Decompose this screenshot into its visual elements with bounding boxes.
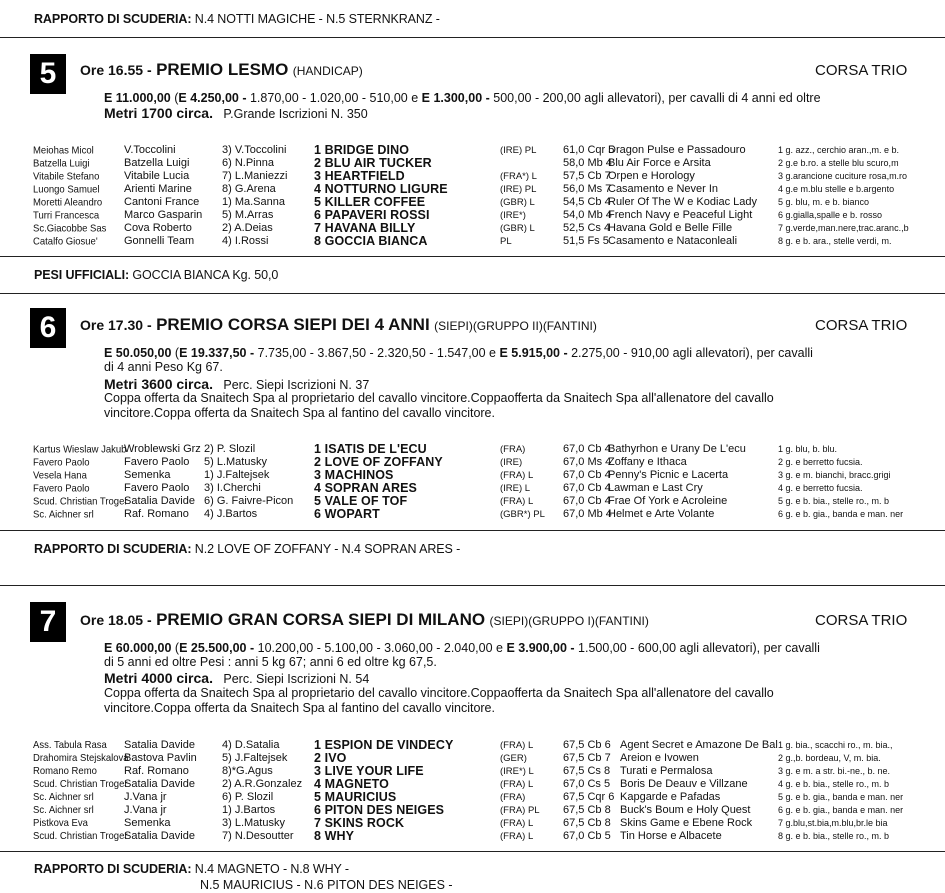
table-row: Favero Paolo Favero Paolo 5) L.Matusky 2 LOVE OF ZOFFANY (IRE) 67,0 Ms 4 Zoffany e Ithaca 2 g. e berretto fucsia. [33, 455, 863, 469]
race-title: PREMIO CORSA SIEPI DEI 4 ANNI [156, 315, 430, 334]
rapporto-text: N.4 NOTTI MAGICHE - N.5 STERNKRANZ - [194, 12, 440, 26]
race-prize: E 11.000,00 (E 4.250,00 - 1.870,00 - 1.020,00 - 510,00 e E 1.300,00 - 500,00 - 200,00 agli allevatori), per cavalli di 4 anni ed oltre [104, 91, 821, 105]
race-title: PREMIO LESMO [156, 60, 289, 79]
race-time: Ore 17.30 - [80, 317, 152, 333]
divider [0, 530, 945, 531]
table-row: Scud. Christian Troger Satalia Davide 2) A.R.Gonzalez 4 MAGNETO (FRA) L 67,0 Cs 5 Boris De Deauv e Villzane 4 g. e b. bia., stelle ro., m. b [33, 777, 890, 791]
race-7-footer: RAPPORTO DI SCUDERIA: N.4 MAGNETO - N.8 WHY - [34, 862, 349, 876]
table-row: Romano Remo Raf. Romano 8)*G.Agus 3 LIVE YOUR LIFE (IRE*) L 67,5 Cs 8 Turati e Permalosa 3 g. e m. a str. bi.-ne., b. ne. [33, 764, 891, 778]
divider [0, 256, 945, 257]
table-row: Sc.Giacobbe Sas Cova Roberto 2) A.Deias 7 HAVANA BILLY (GBR) L 52,5 Cs 4 Havana Gold e Belle Fille 7 g.verde,man.nere,trac.aranc.,b [33, 221, 909, 235]
race-time: Ore 16.55 - [80, 62, 152, 78]
race-number: 7 [30, 602, 66, 642]
table-row: Catalfo Giosue' Gonnelli Team 4) I.Rossi 8 GOCCIA BIANCA PL 51,5 Fs 5 Casamento e Nataconleali 8 g. e b. ara., stelle verdi, m. [33, 234, 892, 248]
table-row: Pistkova Eva Semenka 3) L.Matusky 7 SKINS ROCK (FRA) L 67,5 Cb 8 Skins Game e Ebene Rock 7 g.blu,st.bia,m.blu,br.le bia [33, 816, 888, 830]
race-number: 5 [30, 54, 66, 94]
table-row: Batzella Luigi Batzella Luigi 6) N.Pinna 2 BLU AIR TUCKER 58,0 Mb 4 Blu Air Force e Arsita 2 g.e b.ro. a stelle blu scuro,m [33, 156, 899, 170]
divider [0, 37, 945, 38]
race-type: CORSA TRIO [815, 612, 908, 629]
race-distance: Metri 1700 circa. P.Grande Iscrizioni N. 350 [104, 105, 368, 121]
race-7-footer-line2: N.5 MAURICIUS - N.6 PITON DES NEIGES - [200, 878, 453, 892]
table-row: Scud. Christian Troger Satalia Davide 6) G. Faivre-Picon 5 VALE OF TOF (FRA) L 67,0 Cb 4 Frae Of York e Acroleine 5 g. e b. bia., stelle ro., m. b [33, 494, 890, 508]
race-prize: E 60.000,00 (E 25.500,00 - 10.200,00 - 5.100,00 - 3.060,00 - 2.040,00 e E 3.900,00 - 1.500,00 - 600,00 agli allevatori), per cavalli di 5 anni ed oltre Pesi : anni 5 kg 67; anni 6 ed oltre kg 67,5. [104, 641, 820, 669]
table-row: Sc. Aichner srl Raf. Romano 4) J.Bartos 6 WOPART (GBR*) PL 67,0 Mb 4 Helmet e Arte Volante 6 g. e b. gia., banda e man. ner [33, 507, 904, 521]
race-prize: E 50.050,00 (E 19.337,50 - 7.735,00 - 3.867,50 - 2.320,50 - 1.547,00 e E 5.915,00 - 2.275,00 - 910,00 agli allevatori), per cavalli di 4 anni Peso Kg 67. [104, 346, 813, 374]
race-time: Ore 18.05 - [80, 612, 152, 628]
race-type: CORSA TRIO [815, 317, 908, 334]
race-header [80, 610, 649, 630]
table-row: Scud. Christian Troger Satalia Davide 7) N.Desoutter 8 WHY (FRA) L 67,0 Cb 5 Tin Horse e Albacete 8 g. e b. bia., stelle ro., m. b [33, 829, 890, 843]
race-offer: Coppa offerta da Snaitech Spa al proprietario del cavallo vincitore.Coppaofferta da Snaitech Spa all'allenatore del cavallo vincitore.Coppa offerta da Snaitech Spa al fantino del cavallo vincitore. [104, 391, 774, 420]
race-header [80, 60, 363, 80]
table-row: Sc. Aichner srl J.Vana jr 1) J.Bartos 6 PITON DES NEIGES (FRA) PL 67,5 Cb 8 Buck's Boum e Holy Quest 6 g. e b. gia., banda e man. ner [33, 803, 904, 817]
divider [0, 851, 945, 852]
race-subtitle: (SIEPI)(GRUPPO I)(FANTINI) [489, 614, 649, 628]
race-6-footer: RAPPORTO DI SCUDERIA: N.2 LOVE OF ZOFFANY - N.4 SOPRAN ARES - [34, 542, 461, 556]
race-distance: Metri 3600 circa. Perc. Siepi Iscrizioni N. 37 [104, 376, 370, 392]
race-5-footer: PESI UFFICIALI: GOCCIA BIANCA Kg. 50,0 [34, 268, 279, 282]
race-title: PREMIO GRAN CORSA SIEPI DI MILANO [156, 610, 486, 629]
table-row: Favero Paolo Favero Paolo 3) I.Cherchi 4 SOPRAN ARES (IRE) L 67,0 Cb 4 Lawman e Last Cry 4 g. e berretto fucsia. [33, 481, 863, 495]
race-number: 6 [30, 308, 66, 348]
race-subtitle: (HANDICAP) [292, 64, 363, 78]
table-row: Kartus Wieslaw Jakub Wroblewski Grz 2) P. Slozil 1 ISATIS DE L'ECU (FRA) 67,0 Cb 4 Bathyrhon e Urany De L'ecu 1 g. blu, b. blu. [33, 442, 838, 456]
race-distance: Metri 4000 circa. Perc. Siepi Iscrizioni N. 54 [104, 670, 370, 686]
table-row: Turri Francesca Marco Gasparin 5) M.Arras 6 PAPAVERI ROSSI (IRE*) 54,0 Mb 4 French Navy e Peaceful Light 6 g.gialla,spalle e b. rosso [33, 208, 883, 222]
race-header [80, 315, 597, 335]
table-row: Luongo Samuel Arienti Marine 8) G.Arena 4 NOTTURNO LIGURE (IRE) PL 56,0 Ms 7 Casamento e Never In 4 g.e m.blu stelle e b.argento [33, 182, 895, 196]
table-row: Moretti Aleandro Cantoni France 1) Ma.Sanna 5 KILLER COFFEE (GBR) L 54,5 Cb 4 Ruler Of The W e Kodiac Lady 5 g. blu, m. e b. bianco [33, 195, 870, 209]
race-type: CORSA TRIO [815, 62, 908, 79]
rapporto-label: RAPPORTO DI SCUDERIA: [34, 12, 192, 26]
divider [0, 293, 945, 294]
table-row: Ass. Tabula Rasa Satalia Davide 4) D.Satalia 1 ESPION DE VINDECY (FRA) L 67,5 Cb 6 Agent Secret e Amazone De Bal 1 g. bia., scacchi ro., m. bia., [33, 738, 893, 752]
table-row: Drahomira Stejskalova Bastova Pavlin 5) J.Faltejsek 2 IVO (GER) 67,5 Cb 7 Areion e Ivowen 2 g.,b. bordeau, V, m. bia. [33, 751, 881, 765]
table-row: Vitabile Stefano Vitabile Lucia 7) L.Maniezzi 3 HEARTFIELD (FRA*) L 57,5 Cb 7 Orpen e Horology 3 g.arancione cuciture rosa,m.ro [33, 169, 908, 183]
table-row: Meiohas Micol V.Toccolini 3) V.Toccolini 1 BRIDGE DINO (IRE) PL 61,0 Cqr 5 Dragon Pulse e Passadouro 1 g. azz., cerchio aran.,m. e b. [33, 143, 900, 157]
race-subtitle: (SIEPI)(GRUPPO II)(FANTINI) [434, 319, 597, 333]
divider [0, 585, 945, 586]
top-rapporto [34, 12, 440, 26]
table-row: Sc. Aichner srl J.Vana jr 6) P. Slozil 5 MAURICIUS (FRA) 67,5 Cqr 6 Kapgarde e Pafadas 5 g. e b. gia., banda e man. ner [33, 790, 904, 804]
race-offer: Coppa offerta da Snaitech Spa al proprietario del cavallo vincitore.Coppaofferta da Snaitech Spa all'allenatore del cavallo vincitore.Coppa offerta da Snaitech Spa al fantino del cavallo vincitore. [104, 686, 774, 715]
table-row: Vesela Hana Semenka 1) J.Faltejsek 3 MACHINOS (FRA) L 67,0 Cb 4 Penny's Picnic e Lacerta 3 g. e m. bianchi, bracc.grigi [33, 468, 891, 482]
